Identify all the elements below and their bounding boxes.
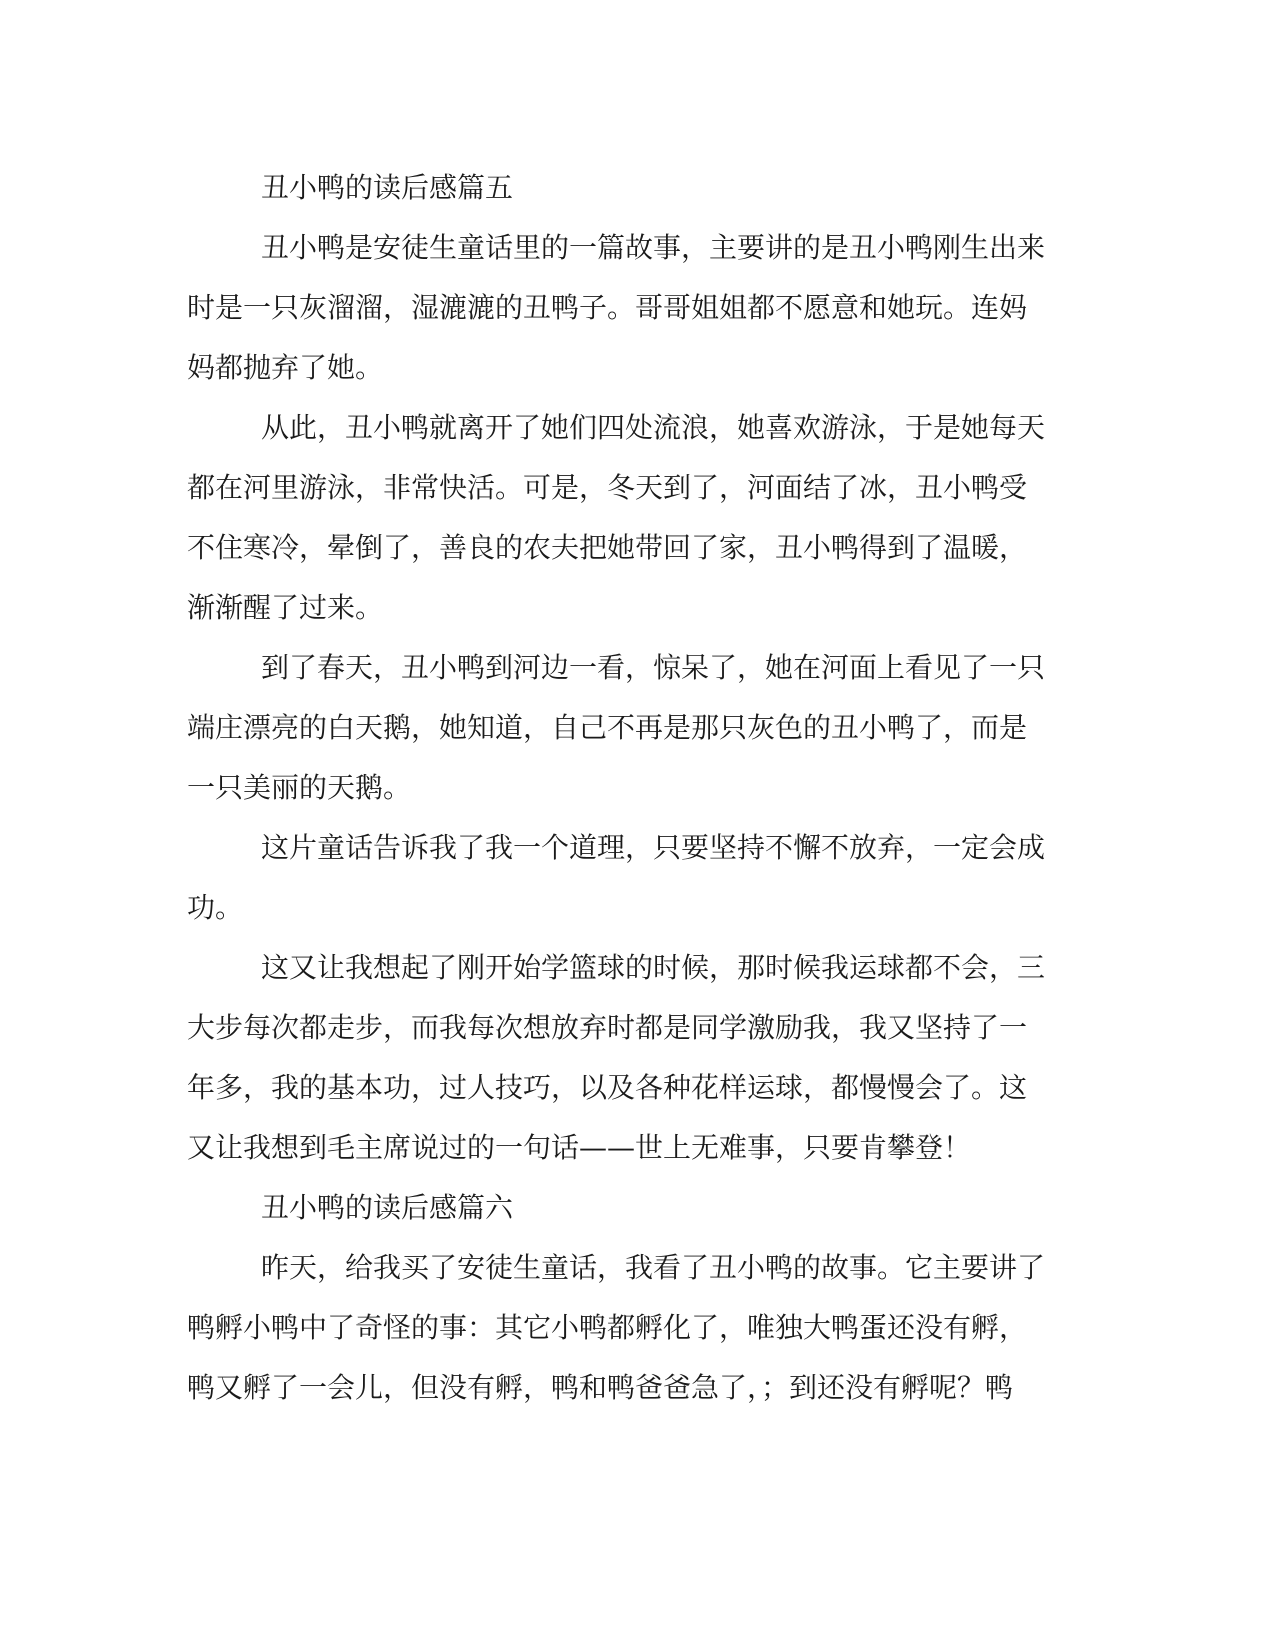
paragraph-line: 这又让我想起了刚开始学篮球的时候，那时候我运球都不会，三 [261,951,1046,984]
paragraph-4 [187,818,1077,938]
section-heading-6: 丑小鸭的读后感篇六 [261,1191,514,1224]
paragraph-line: 鸭又孵了一会儿，但没有孵，鸭和鸭爸爸急了，；到还没有孵呢？鸭 [187,1371,1014,1404]
paragraph-line: 又让我想到毛主席说过的一句话——世上无难事，只要肯攀登！ [187,1131,972,1164]
paragraph-line [187,218,1077,278]
paragraph-line: 都在河里游泳，非常快活。可是，冬天到了，河面结了冰，丑小鸭受 [187,471,1028,504]
paragraph-line [187,278,1077,338]
paragraph-line: 到了春天，丑小鸭到河边一看，惊呆了，她在河面上看见了一只 [261,651,1046,684]
paragraph-line: 大步每次都走步，而我每次想放弃时都是同学激励我，我又坚持了一 [187,1011,1028,1044]
paragraph-line-text: 丑小鸭是安徒生童话里的一篇故事，主要讲的是丑小鸭刚生出来 [261,231,1046,264]
paragraph-line: 妈都抛弃了她。 [187,351,384,384]
paragraph-line: 鸭孵小鸭中了奇怪的事：其它小鸭都孵化了，唯独大鸭蛋还没有孵， [187,1311,1028,1344]
paragraph-line-text: 时是一只灰溜溜，湿漉漉的丑鸭子。哥哥姐姐都不愿意和她玩。连妈 [187,291,1028,324]
paragraph-5 [187,938,1077,1178]
paragraph-3 [187,638,1077,818]
paragraph-line: 从此，丑小鸭就离开了她们四处流浪，她喜欢游泳，于是她每天 [261,411,1046,444]
document-body [187,158,1077,1418]
paragraph-line: 功。 [187,891,244,924]
paragraph-line: 端庄漂亮的白天鹅，她知道，自己不再是那只灰色的丑小鸭了，而是 [187,711,1028,744]
paragraph-line: 一只美丽的天鹅。 [187,771,412,804]
section-heading-5: 丑小鸭的读后感篇五 [261,171,514,204]
paragraph-6 [187,1238,1077,1418]
paragraph-line: 昨天，给我买了安徒生童话，我看了丑小鸭的故事。它主要讲了 [261,1251,1046,1284]
paragraph-line: 不住寒冷，晕倒了，善良的农夫把她带回了家，丑小鸭得到了温暖， [187,531,1028,564]
paragraph-line: 渐渐醒了过来。 [187,591,384,624]
paragraph-1 [187,218,1077,398]
paragraph-2 [187,398,1077,638]
paragraph-line: 年多，我的基本功，过人技巧，以及各种花样运球，都慢慢会了。这 [187,1071,1028,1104]
paragraph-line: 这片童话告诉我了我一个道理，只要坚持不懈不放弃，一定会成 [261,831,1046,864]
